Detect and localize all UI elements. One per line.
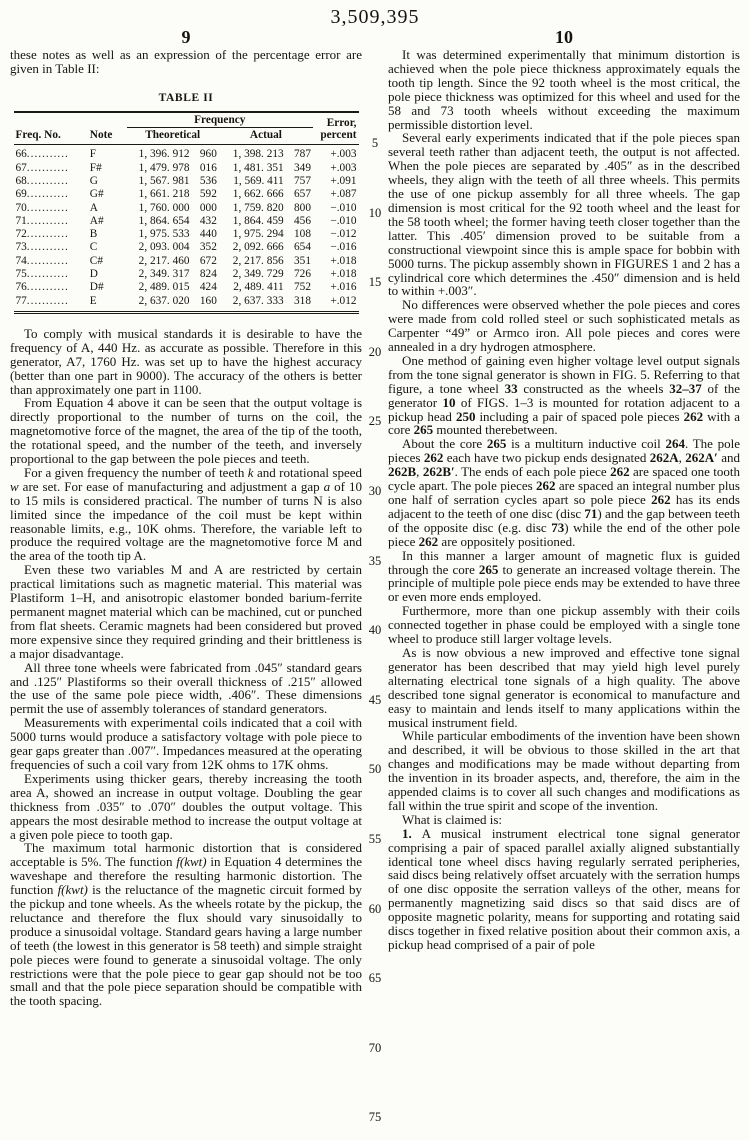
table-row: [14, 268, 359, 281]
cell-actual-sub: 654: [294, 241, 311, 254]
table-row: [14, 255, 359, 268]
line-number: 40: [368, 623, 382, 638]
line-number: 5: [371, 136, 379, 150]
cell-actual: 2, 349. 729: [232, 267, 284, 280]
cell-actual: 2, 217. 856: [232, 254, 284, 267]
cell-error: +.016: [330, 281, 357, 294]
cell-error: +.018: [330, 267, 357, 280]
cell-actual-sub: 349: [294, 161, 311, 174]
paragraph: Furthermore, more than one pickup assembly with their coils connected together in phase could be employed with a single tone wheel to produce still larger voltage levels.: [388, 603, 740, 647]
cell-theoretical: 1, 661. 218: [138, 188, 190, 201]
paragraph: In this manner a larger amount of magnetic flux is guided through the core 265 to generate an increased voltage therein. The principle of multiple pole piece ends may be extended to have three or even more ends employed.: [388, 547, 740, 605]
table-header-theoretical: Theoretical: [127, 128, 219, 145]
cell-freq-no: 67...........: [15, 161, 69, 174]
line-number: 20: [368, 344, 382, 359]
cell-actual: 1, 759. 820: [232, 201, 284, 214]
paragraph: As is now obvious a new improved and effective tone signal generator has been described that may yield high level purely alternating electrical tone signals of a high quality. The above described tone signal generator is economical to manufacture and easy to maintain and lends itself to many applications within the musical instrument field.: [388, 644, 740, 730]
column-number-left: 9: [181, 27, 191, 47]
cell-note: G: [89, 174, 98, 187]
cell-note: A: [89, 201, 98, 214]
cell-theoretical-sub: 960: [199, 148, 217, 161]
cell-error: −.010: [330, 214, 357, 227]
line-number: 45: [368, 692, 382, 707]
table-row: [14, 175, 359, 188]
cell-note: C#: [89, 254, 103, 267]
paragraph: Even these two variables M and A are restricted by certain practical limitations such as magnetic material. This material was Plastiform 1–H, and anisotropic elastomer bonded barium-ferrite permanent magnet material which can be machined, cut or punched from flat sheets. Ceramic magnets had been considered but proved more expensive since they required grinding and their brittleness is a major disadvantage.: [10, 562, 362, 661]
paragraph: While particular embodiments of the invention have been shown and described, it will be obvious to those skilled in the art that changes and modifications may be made without departing from the invention in its broader aspects, and, therefore, the aim in the appended claims is to cover all such changes and modifications as fall within the true spirit and scope of the invention.: [388, 728, 740, 813]
cell-freq-no: 76...........: [15, 281, 69, 294]
cell-error: −.016: [330, 241, 357, 254]
cell-note: E: [89, 294, 97, 307]
table-row: [14, 241, 359, 254]
table-header-freq-no: Freq. No.: [14, 128, 88, 145]
cell-error: −.010: [330, 201, 357, 214]
paragraph: To comply with musical standards it is desirable to have the frequency of A, 440 Hz. as accurate as possible. Therefore in this generator, A7, 1760 Hz. was set up to have the highest accuracy (better than one part in 9000). The accuracy of the others is better than approximately one part in 1100.: [10, 325, 362, 397]
cell-actual-sub: 800: [294, 201, 311, 214]
cell-actual: 1, 398. 213: [232, 148, 284, 161]
cell-error: +.012: [330, 294, 357, 307]
cell-note: C: [89, 241, 98, 254]
column-number-right: 10: [555, 27, 573, 47]
cell-freq-no: 77...........: [15, 294, 69, 307]
table-row: [14, 281, 359, 294]
paragraph: For a given frequency the number of teeth k and rotational speed w are set. For ease of manufacturing and adjustment a gap a of 10 to 15 mils is considered practical. The number of turns N is also limited since the impedance of the coil must be kept within reasonable limits, e.g., 10K ohms. Therefore, the variable left to produce the required voltage are the magnetomotive force M and the area of the tooth tip A.: [10, 464, 363, 564]
paragraph: 1. A musical instrument electrical tone signal generator comprising a pair of spaced parallel axially aligned substantially identical tone wheel discs having regularly serrated peripheries, said discs being relatively offset arcuately with the serration humps of one disc opposite the serration valleys of the other, means for permanently magnetizing said discs so that said discs are of opposite magnetic polarity, means for supporting and rotating said discs together in fixed relative position about their common axis, a pickup head comprised of a pair of pole: [388, 825, 740, 952]
cell-freq-no: 70...........: [15, 201, 69, 214]
line-number: 35: [368, 553, 382, 568]
cell-actual: 2, 092. 666: [232, 241, 284, 254]
cell-freq-no: 75...........: [15, 267, 69, 280]
cell-note: B: [89, 228, 98, 241]
cell-actual-sub: 787: [294, 148, 311, 161]
cell-actual-sub: 318: [294, 294, 311, 307]
cell-freq-no: 74...........: [15, 254, 69, 267]
cell-actual: 2, 489. 411: [233, 281, 284, 294]
cell-theoretical-sub: 160: [199, 294, 217, 307]
paragraph: What is claimed is:: [402, 811, 503, 827]
cell-theoretical-sub: 536: [199, 174, 217, 187]
cell-actual: 2, 637. 333: [232, 294, 284, 307]
cell-theoretical-sub: 592: [199, 188, 217, 201]
cell-error: +.003: [330, 148, 357, 161]
cell-theoretical-sub: 000: [199, 201, 217, 214]
table-row: [14, 228, 359, 241]
cell-error: +.003: [330, 161, 357, 174]
cell-theoretical-sub: 824: [199, 267, 217, 280]
cell-freq-no: 72...........: [15, 228, 69, 241]
line-number: 60: [368, 901, 382, 916]
cell-theoretical: 1, 479. 978: [138, 161, 190, 174]
cell-theoretical: 1, 975. 533: [138, 228, 190, 241]
line-number: 10: [368, 205, 382, 220]
cell-theoretical: 1, 567. 981: [138, 174, 190, 187]
cell-freq-no: 68...........: [15, 174, 69, 187]
cell-freq-no: 66...........: [15, 148, 69, 161]
table-row: [14, 202, 359, 215]
cell-actual-sub: 108: [294, 228, 311, 241]
intro-paragraph: these notes as well as an expression of the percentage error are given in Table II:: [10, 47, 362, 76]
cell-actual: 1, 864. 459: [232, 214, 284, 227]
table-header-note: Note: [88, 128, 127, 145]
cell-actual: 1, 975. 294: [232, 228, 284, 241]
cell-theoretical-sub: 424: [199, 281, 217, 294]
line-number: 25: [368, 414, 382, 429]
table-header-error: Error, percent: [313, 112, 359, 145]
cell-theoretical: 2, 349. 317: [138, 267, 190, 280]
cell-theoretical-sub: 352: [199, 241, 217, 254]
cell-note: A#: [89, 214, 104, 227]
line-number: 50: [368, 762, 382, 777]
cell-theoretical: 2, 637. 020: [138, 294, 190, 307]
paragraph: No differences were observed whether the pole pieces and cores were made from cold rolled steel or such sophisticated metals as Carpenter “49” or Armco iron. All pole pieces and cores were annealed in a dry hydrogen atmosphere.: [388, 297, 740, 355]
cell-actual: 1, 481. 351: [232, 161, 284, 174]
line-number: 30: [368, 484, 382, 498]
paragraph: It was determined experimentally that minimum distortion is achieved when the pole piece thickness approximately equals the tooth tip length. Since the 92 tooth wheel is the most critical, the pole piece thickness was optimized for this wheel and used for the 58 and 73 tooth wheels without exceeding the maximum permissible distortion level.: [388, 48, 740, 132]
line-number: 70: [368, 1040, 382, 1055]
cell-note: D#: [89, 281, 104, 294]
paragraph: Experiments using thicker gears, thereby increasing the tooth area A, showed an increase in output voltage. Doubling the gear thickness from .035″ to .070″ doubles the output voltage. This appears the most desirable method to increase the output voltage at a given pole piece to tooth gap.: [10, 770, 362, 842]
right-column: [388, 48, 740, 1140]
cell-theoretical: 1, 864. 654: [138, 214, 190, 227]
table-row: [14, 162, 359, 175]
table-row: [14, 145, 359, 162]
table-header-actual: Actual: [219, 128, 313, 145]
patent-number: 3,509,395: [330, 6, 420, 28]
paragraph: From Equation 4 above it can be seen that the output voltage is directly proportional to the number of turns on the coil, the magnetomotive force of the magnet, the area of the tip of the tooth, the rotational speed, and the number of the teeth, and inversely proportional to the gap between the pole pieces and teeth.: [10, 395, 362, 467]
paragraph: The maximum total harmonic distortion that is considered acceptable is 5%. The function f(kwt) in Equation 4 determines the waveshape and therefore the resulting harmonic distortion. The function f(kwt) is the reluctance of the magnetic circuit formed by the pickup and tone wheels. As the wheels rotate by the pickup, the reluctance and therefore the flux should vary sinusoidally to produce a sinusoidal voltage. Standard gears having a large number of teeth (the lowest in this generator is 58 teeth) and simple straight pole pieces were found to generate a sinusoidal voltage. The only restrictions were that the pole piece to gear gap should not be too small and that the pole piece separation should be compatible with the tooth spacing.: [10, 840, 363, 1009]
cell-freq-no: 73...........: [15, 241, 69, 254]
cell-theoretical-sub: 440: [199, 228, 217, 241]
cell-theoretical: 2, 217. 460: [138, 254, 190, 267]
cell-note: D: [89, 267, 98, 280]
cell-theoretical-sub: 432: [199, 214, 217, 227]
cell-actual-sub: 351: [294, 254, 311, 267]
frequency-table: [14, 111, 359, 314]
paragraph: Measurements with experimental coils indicated that a coil with 5000 turns would produce a satisfactory voltage with pole piece to gear gaps greater than .007″. Impedances measured at the operating frequencies of such a coil vary from 12K ohms to 17K ohms.: [10, 715, 362, 772]
cell-note: F: [89, 148, 97, 161]
cell-theoretical-sub: 672: [199, 254, 217, 267]
line-number: 55: [368, 832, 382, 846]
cell-error: +.091: [330, 174, 357, 187]
left-column: [10, 48, 362, 1008]
cell-freq-no: 71...........: [15, 214, 69, 227]
cell-actual-sub: 757: [294, 174, 311, 187]
table-header-frequency: Frequency: [127, 112, 313, 128]
cell-actual-sub: 657: [294, 188, 311, 201]
cell-theoretical: 1, 396. 912: [138, 148, 190, 161]
paragraph: About the core 265 is a multiturn inductive coil 264. The pole pieces 262 each have two pickup ends designated 262A, 262A′ and 262B, 262B′. The ends of each pole piece 262 are spaced one tooth cycle apart. The pole pieces 262 are spaced an integral number plus one half of serration cycles apart so pole piece 262 has its ends adjacent to the teeth of one disc (disc 71) and the gap between teeth of the opposite disc (e.g. disc 73) while the end of the other pole piece 262 are oppositely positioned.: [388, 436, 740, 549]
table-row: [14, 295, 359, 313]
cell-actual-sub: 456: [294, 214, 311, 227]
line-number-gutter: [360, 0, 390, 1140]
line-number: 15: [368, 275, 382, 290]
paragraph: One method of gaining even higher voltage level output signals from the tone signal generator is shown in FIG. 5. Referring to that figure, a tone wheel 33 constructed as the wheels 32–37 of the generator 10 of FIGS. 1–3 is mounted for rotation adjacent to a pickup head 250 including a pair of spaced pole pieces 262 with a core 265 mounted therebetween.: [388, 352, 740, 438]
table-header-spacer: [14, 112, 127, 128]
table-row: [14, 188, 359, 201]
cell-actual-sub: 726: [294, 267, 311, 280]
cell-theoretical: 2, 489. 015: [138, 281, 190, 294]
cell-actual: 1, 662. 666: [232, 188, 284, 201]
cell-error: −.012: [330, 228, 357, 241]
table-caption: TABLE II: [158, 91, 214, 104]
table-ii: [10, 92, 362, 314]
cell-actual-sub: 752: [294, 281, 311, 294]
paragraph: Several early experiments indicated that if the pole pieces span several teeth rather than adjacent teeth, the output is not affected. When the pole pieces are separated by .405″ as in the described wheels, they align with the teeth of all three wheels. This permits the use of one pickup assembly for all three wheels. The gap dimension is most critical for the 92 tooth wheel and the least for the 58 tooth wheel; the former having teeth closer together than the latter. This .405′ dimension proved to be suitable from a constructional viewpoint since this is ample space for bobbin with 5000 turns. The pickup assembly shown in FIGURES 1 and 2 has a cylindrical core which determines the .450″ dimension and is held to within +.003″.: [388, 130, 740, 299]
cell-error: +.087: [330, 188, 357, 201]
table-row: [14, 215, 359, 228]
line-number: 65: [368, 971, 382, 986]
cell-note: G#: [89, 188, 104, 201]
cell-freq-no: 69...........: [15, 188, 69, 201]
cell-theoretical: 2, 093. 004: [138, 241, 190, 254]
cell-error: +.018: [330, 254, 357, 267]
cell-theoretical-sub: 016: [199, 161, 217, 174]
line-number: 75: [368, 1110, 382, 1125]
cell-theoretical: 1, 760. 000: [138, 201, 190, 214]
cell-actual: 1, 569. 411: [233, 174, 284, 187]
paragraph: All three tone wheels were fabricated from .045″ standard gears and .125″ Plastiforms so their overall thickness of .215″ allowed the use of the same pole piece width, .406″. These dimensions permit the use of assembly tolerances of standard generators.: [10, 659, 362, 717]
cell-note: F#: [89, 161, 102, 174]
